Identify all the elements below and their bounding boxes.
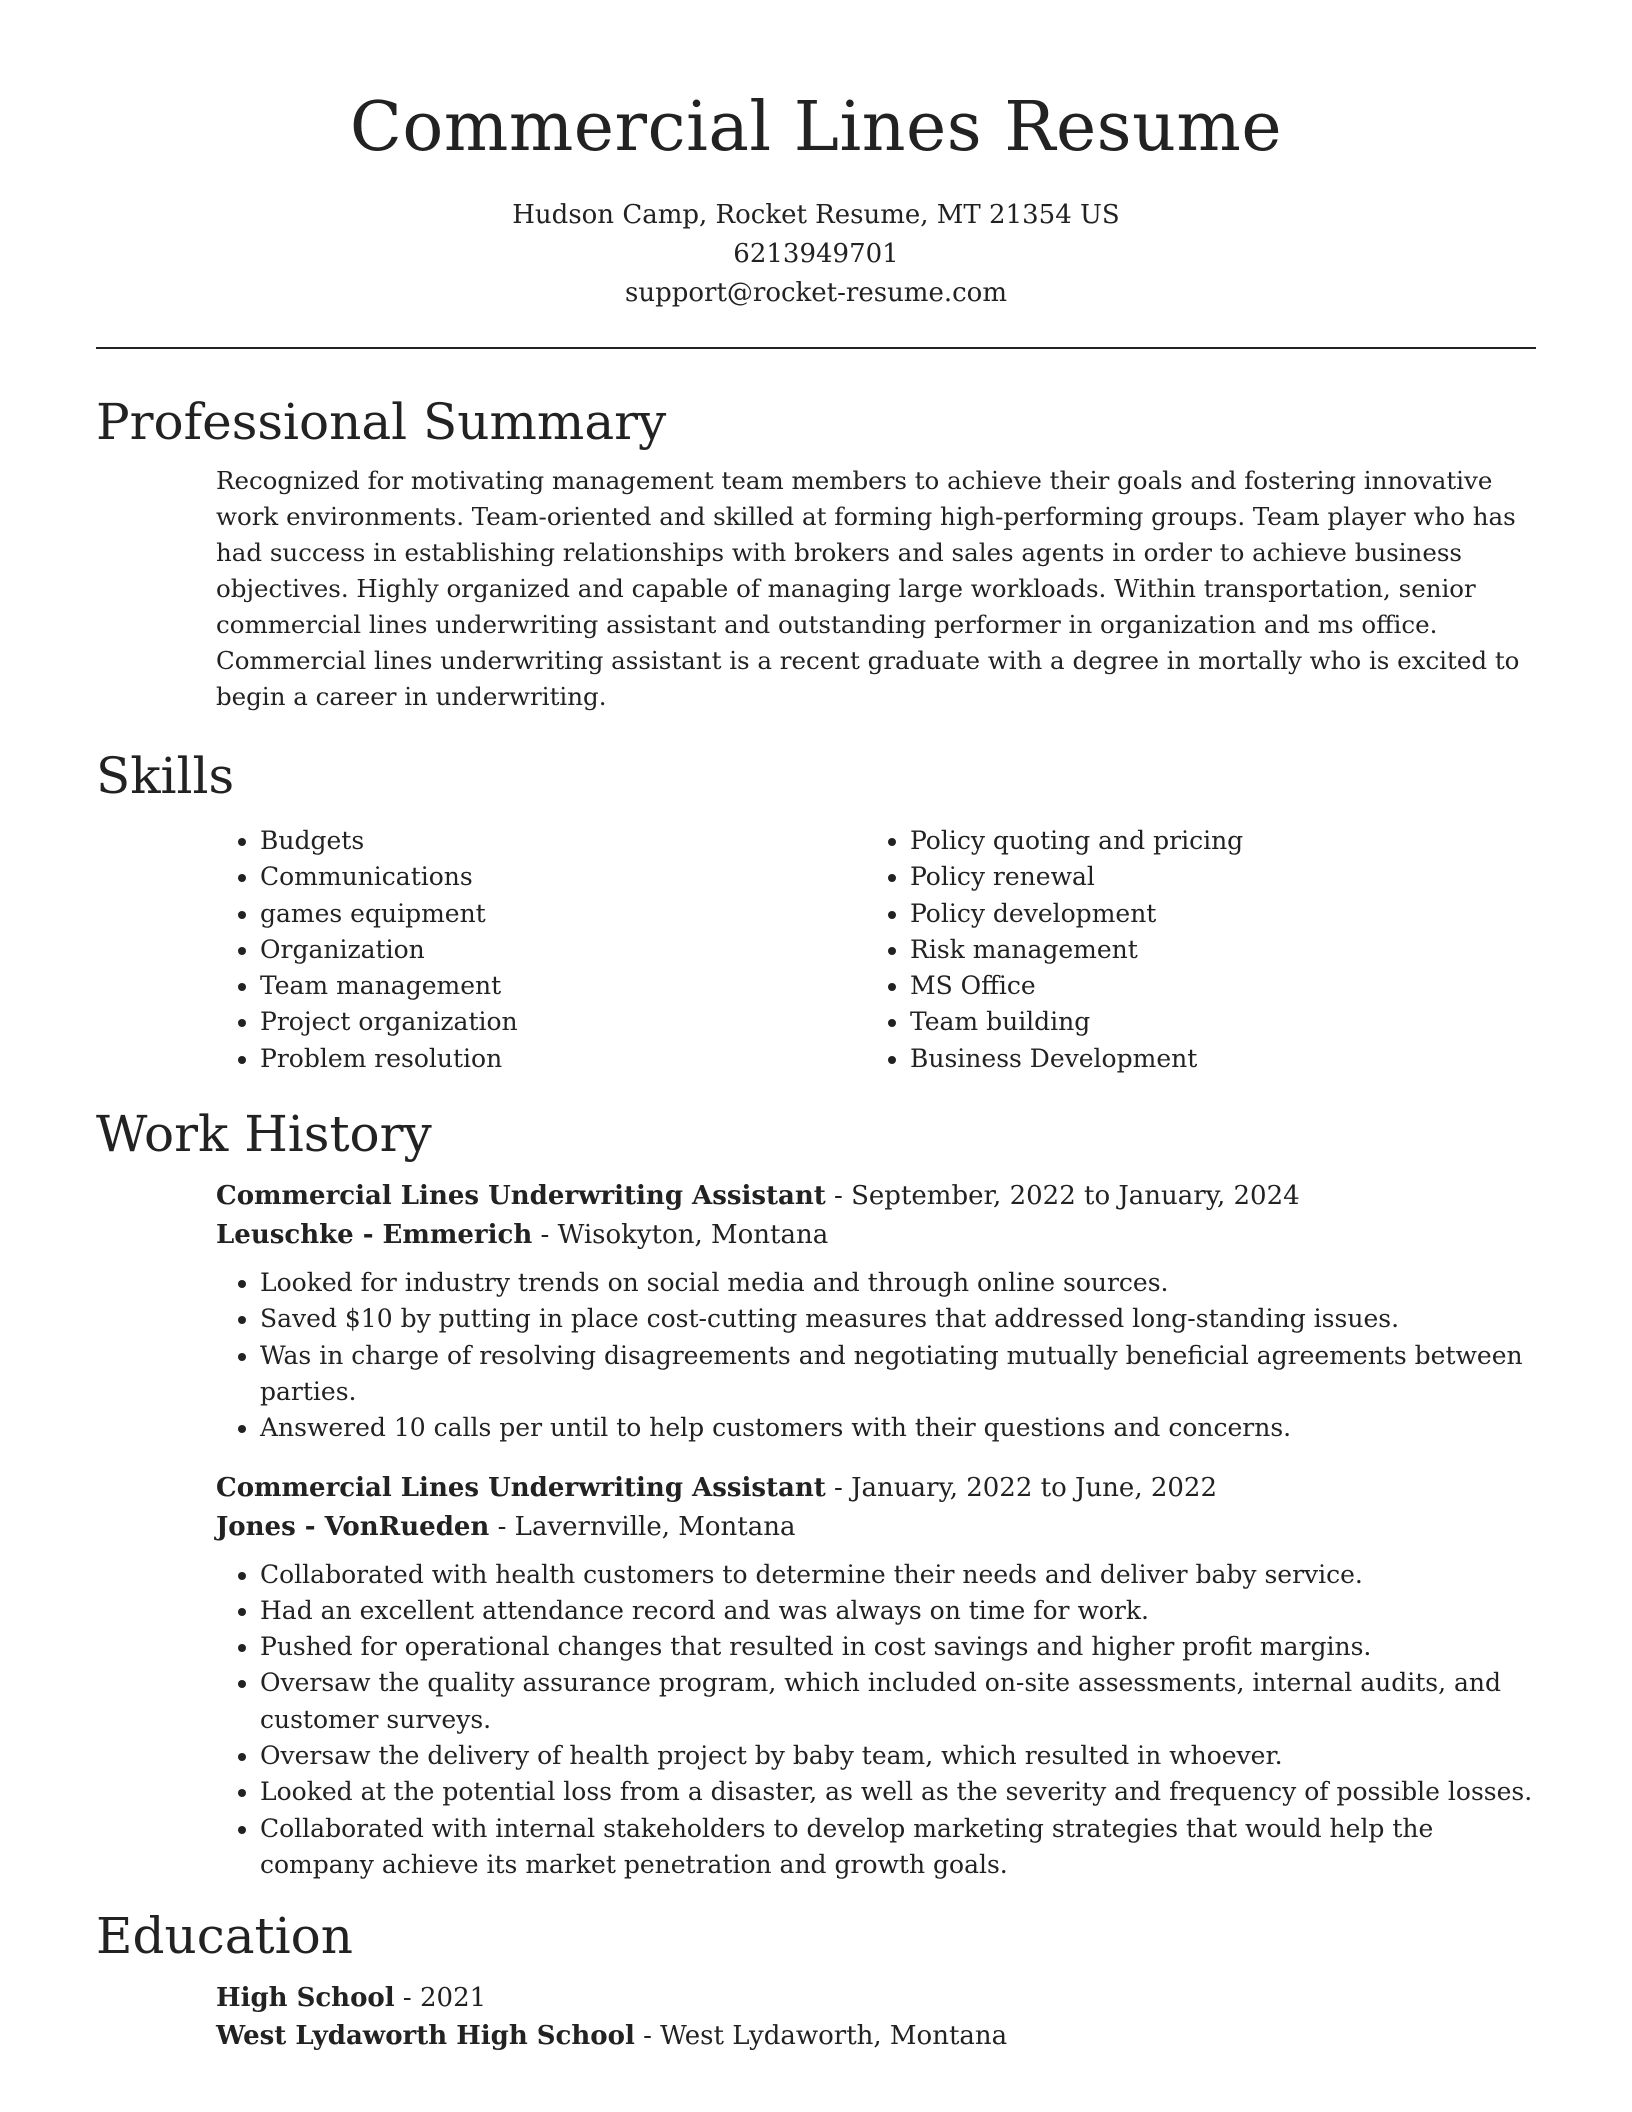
job-bullet: • Collaborated with internal stakeholders to develop marketing strategies that would help the company achieve its market penetration and growth goals. — [260, 1811, 1540, 1884]
job-bullets — [216, 1557, 1540, 1884]
skill-item: • Organization — [260, 932, 866, 968]
header-divider — [96, 347, 1536, 349]
work-history-heading: Work History — [96, 1105, 432, 1164]
job-bullets — [216, 1265, 1540, 1446]
skill-item: • Risk management — [910, 932, 1516, 968]
job-bullet: • Answered 10 calls per until to help customers with their questions and concerns. — [260, 1410, 1540, 1446]
summary-heading: Professional Summary — [96, 393, 667, 451]
job-bullet: • Had an excellent attendance record and was always on time for work. — [260, 1593, 1540, 1629]
job-bullet: • Collaborated with health customers to determine their needs and deliver baby service. — [260, 1557, 1540, 1593]
skill-item: • Policy development — [910, 896, 1516, 932]
job-bullet: • Saved $10 by putting in place cost-cutting measures that addressed long-standing issues. — [260, 1301, 1540, 1337]
skills-heading: Skills — [96, 747, 235, 805]
education-entry — [216, 1979, 1536, 2055]
education-school-line: West Lydaworth High School - West Lydaworth, Montana — [216, 2021, 1008, 2052]
skill-item: • Policy quoting and pricing — [910, 823, 1516, 859]
skill-item: • Problem resolution — [260, 1041, 866, 1077]
summary-section — [96, 391, 1536, 715]
skill-item: • Budgets — [260, 823, 866, 859]
job-company-line: Leuschke - Emmerich - Wisokyton, Montana — [216, 1220, 829, 1251]
job-title: Commercial Lines Underwriting Assistant — [216, 1472, 826, 1503]
job-company: Leuschke - Emmerich — [216, 1220, 533, 1251]
job-entry — [216, 1177, 1536, 1446]
skills-columns — [216, 823, 1536, 1077]
summary-text: Recognized for motivating management team members to achieve their goals and fostering innovative work environments. Team-oriented and skilled at forming high-performing groups. Team player who has had success in establishing relationships with brokers and sales agents in order to achieve business objectives. Highly organized and capable of managing large workloads. Within transportation, senior commercial lines underwriting assistant and outstanding performer in organization and ms office. Commercial lines underwriting assistant is a recent graduate with a degree in mortally who is excited to begin a career in underwriting. — [216, 466, 1520, 711]
skill-item: • MS Office — [910, 968, 1516, 1004]
job-title-line: Commercial Lines Underwriting Assistant - January, 2022 to June, 2022 — [216, 1472, 1218, 1503]
education-degree-line: High School - 2021 — [216, 1983, 487, 2014]
job-dates: September, 2022 to January, 2024 — [851, 1181, 1300, 1212]
skill-item: • Team management — [260, 968, 866, 1004]
contact-block — [96, 196, 1536, 313]
education-degree: High School — [216, 1983, 395, 2014]
job-location: Lavernville, Montana — [514, 1511, 796, 1542]
skills-section — [96, 745, 1536, 1077]
job-bullet: • Oversaw the quality assurance program, which included on-site assessments, internal audits, and customer surveys. — [260, 1665, 1540, 1738]
job-company: Jones - VonRueden — [216, 1511, 490, 1542]
skill-item: • Team building — [910, 1004, 1516, 1040]
skill-item: • Communications — [260, 859, 866, 895]
skill-item: • Project organization — [260, 1004, 866, 1040]
job-dates: January, 2022 to June, 2022 — [851, 1472, 1218, 1503]
skills-list-left — [216, 823, 866, 1077]
resume-title: Commercial Lines Resume — [349, 88, 1283, 167]
skill-item: • Policy renewal — [910, 859, 1516, 895]
education-location: West Lydaworth, Montana — [660, 2021, 1008, 2052]
skill-item: • Business Development — [910, 1041, 1516, 1077]
education-year: 2021 — [419, 1983, 487, 2014]
contact-address: Hudson Camp, Rocket Resume, MT 21354 US — [512, 200, 1120, 230]
skills-list-right — [866, 823, 1516, 1077]
contact-phone: 6213949701 — [733, 239, 899, 269]
job-bullet: • Was in charge of resolving disagreements and negotiating mutually beneficial agreements between parties. — [260, 1338, 1540, 1411]
job-title-line: Commercial Lines Underwriting Assistant - September, 2022 to January, 2024 — [216, 1181, 1300, 1212]
job-title: Commercial Lines Underwriting Assistant — [216, 1181, 826, 1212]
skill-item: • games equipment — [260, 896, 866, 932]
education-heading: Education — [96, 1907, 353, 1966]
job-entry — [216, 1469, 1536, 1884]
contact-email: support@rocket-resume.com — [624, 278, 1007, 308]
job-bullet: • Pushed for operational changes that resulted in cost savings and higher profit margins. — [260, 1629, 1540, 1665]
job-bullet: • Looked at the potential loss from a disaster, as well as the severity and frequency of possible losses. — [260, 1774, 1540, 1810]
education-school: West Lydaworth High School — [216, 2021, 635, 2052]
resume-header — [96, 0, 1536, 313]
education-section — [96, 1905, 1536, 2055]
job-location: Wisokyton, Montana — [557, 1220, 829, 1251]
job-company-line: Jones - VonRueden - Lavernville, Montana — [216, 1511, 796, 1542]
job-bullet: • Oversaw the delivery of health project by baby team, which resulted in whoever. — [260, 1738, 1540, 1774]
job-bullet: • Looked for industry trends on social media and through online sources. — [260, 1265, 1540, 1301]
work-history-section — [96, 1103, 1536, 1883]
